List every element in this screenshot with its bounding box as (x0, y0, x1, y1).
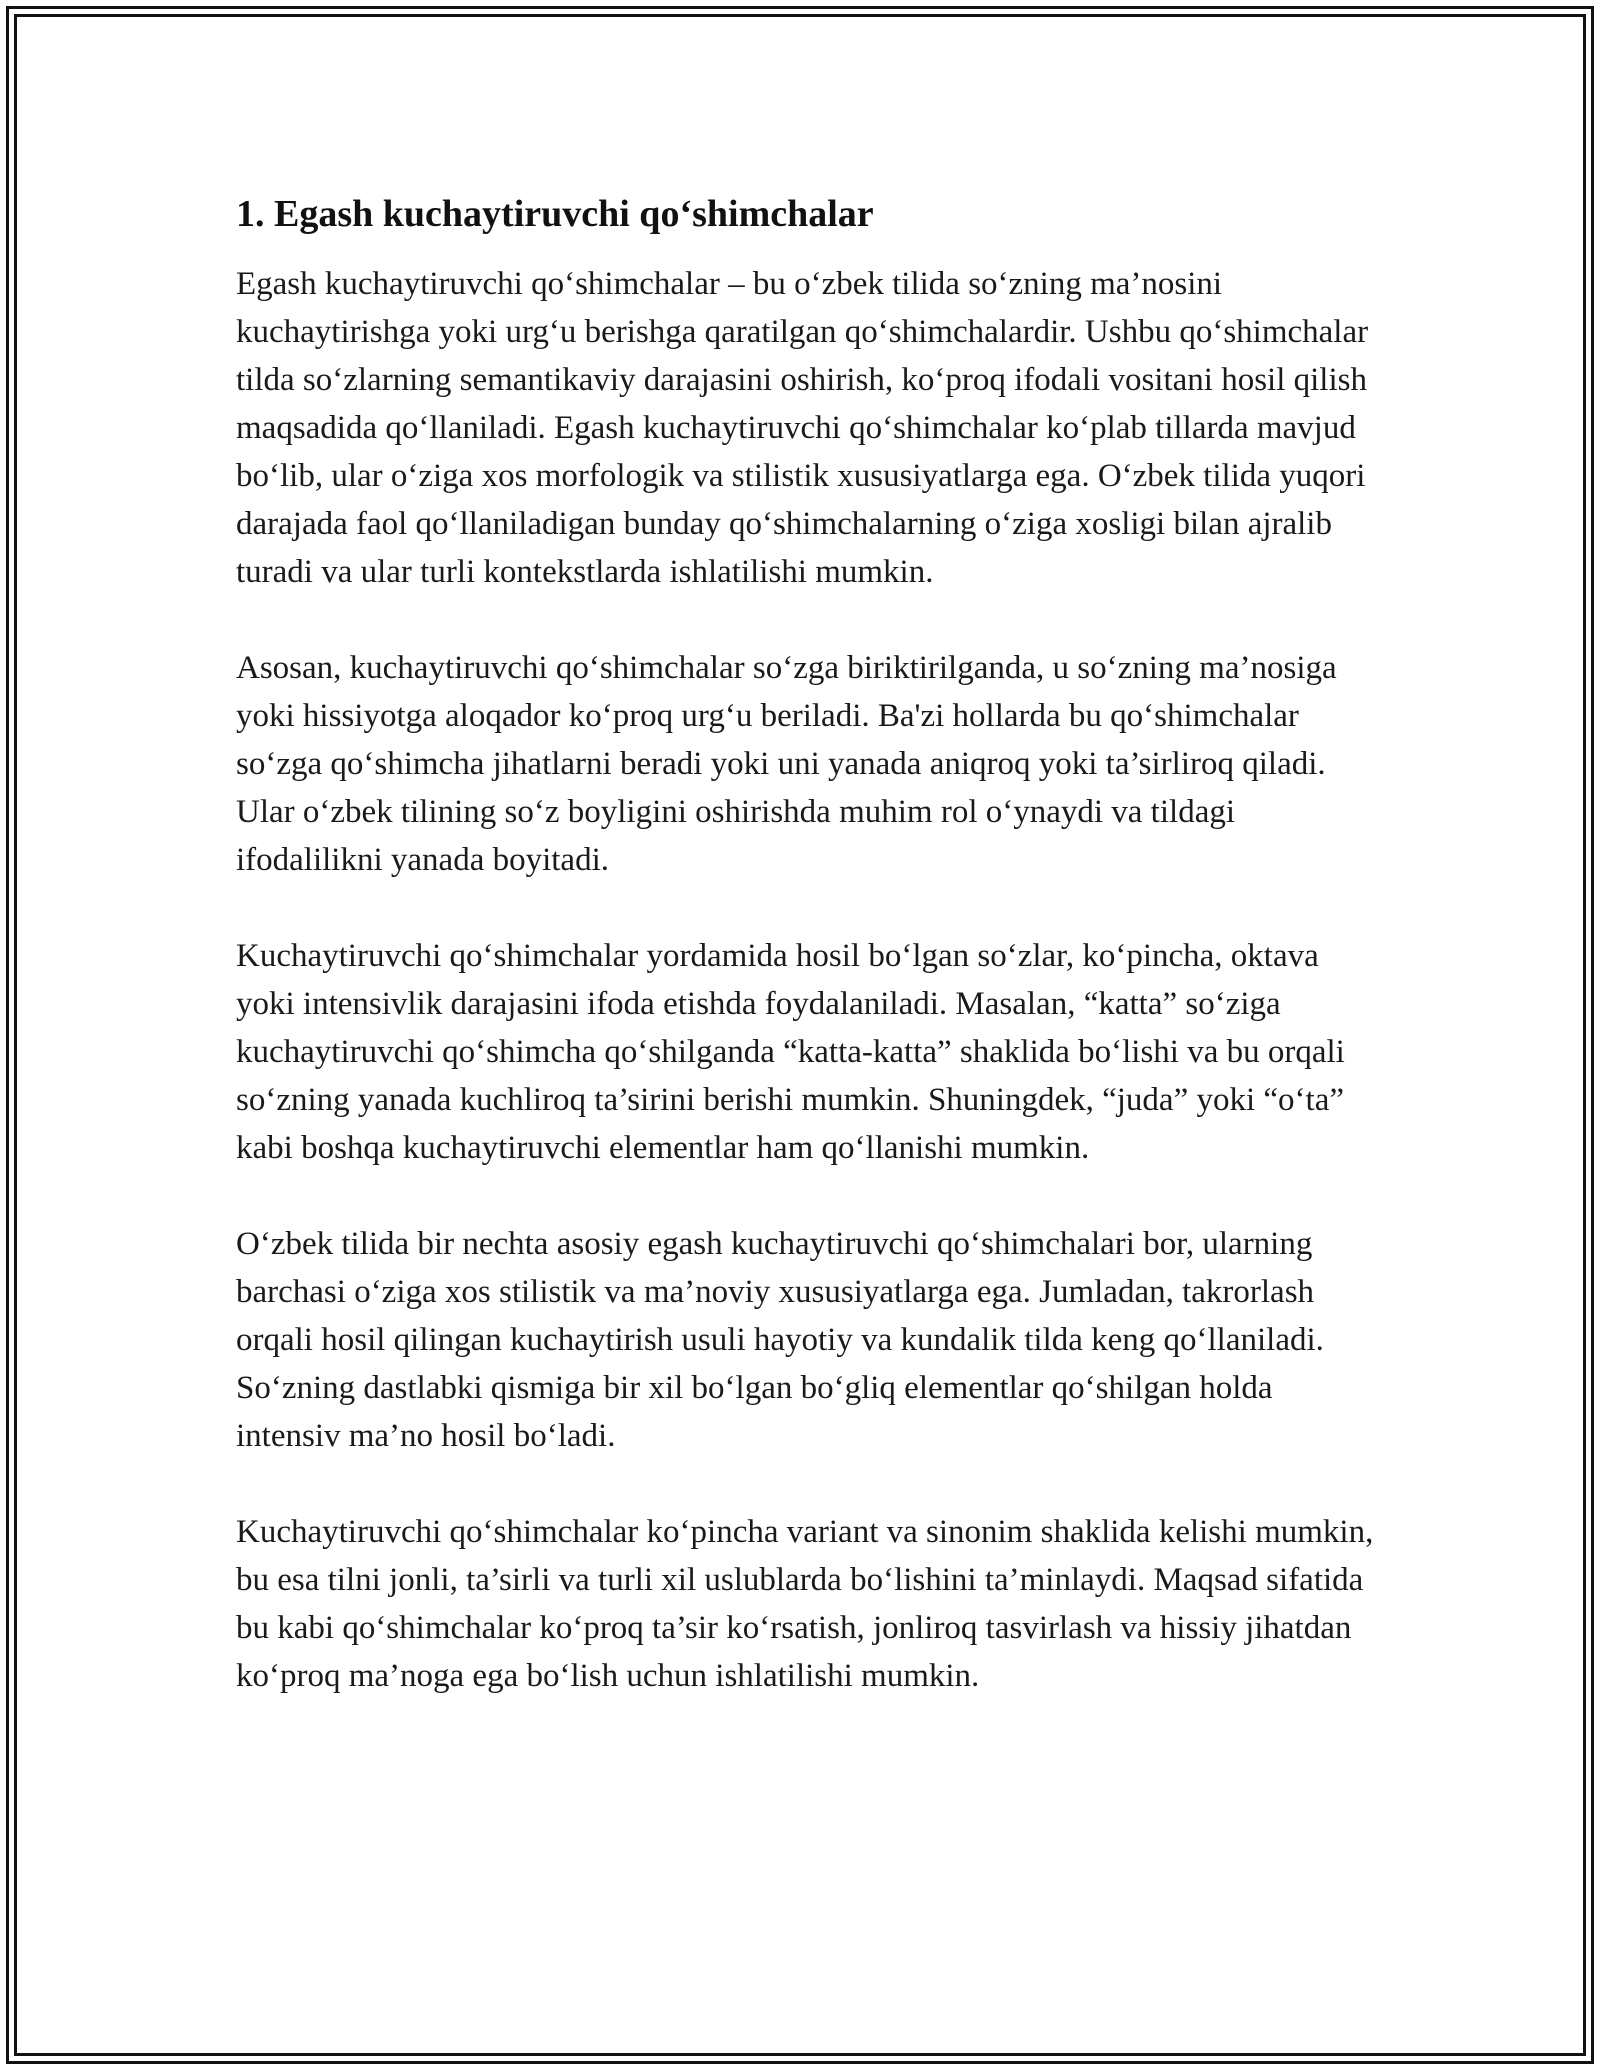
paragraph-1: Egash kuchaytiruvchi qo‘shimchalar – bu o‘zbek tilida so‘zning ma’nosini kuchaytirishga yoki urg‘u berishga qaratilgan qo‘shimchalardir. Ushbu qo‘shimchalar tilda so‘zlarning semantikaviy darajasini oshirish, ko‘proq ifodali vositani hosil qilish maqsadida qo‘llaniladi. Egash kuchaytiruvchi qo‘shimchalar ko‘plab tillarda mavjud bo‘lib, ular o‘ziga xos morfologik va stilistik xususiyatlarga ega. O‘zbek tilida yuqori darajada faol qo‘llaniladigan bunday qo‘shimchalarning o‘ziga xosligi bilan ajralib turadi va ular turli kontekstlarda ishlatilishi mumkin. (236, 266, 1369, 590)
paragraph-3: Kuchaytiruvchi qo‘shimchalar yordamida hosil bo‘lgan so‘zlar, ko‘pincha, oktava yoki intensivlik darajasini ifoda etishda foydalaniladi. Masalan, “katta” so‘ziga kuchaytiruvchi qo‘shimcha qo‘shilganda “katta-katta” shaklida bo‘lishi va bu orqali so‘zning yanada kuchliroq ta’sirini berishi mumkin. Shuningdek, “juda” yoki “o‘ta” kabi boshqa kuchaytiruvchi elementlar ham qo‘llanishi mumkin. (236, 938, 1345, 1166)
paragraph-4: O‘zbek tilida bir nechta asosiy egash kuchaytiruvchi qo‘shimchalari bor, ularning barchasi o‘ziga xos stilistik va ma’noviy xususiyatlarga ega. Jumladan, takrorlash orqali hosil qilingan kuchaytirish usuli hayotiy va kundalik tilda keng qo‘llaniladi. So‘zning dastlabki qismiga bir xil bo‘lgan bo‘gliq elementlar qo‘shilgan holda intensiv ma’no hosil bo‘ladi. (236, 1226, 1324, 1454)
paragraph-2: Asosan, kuchaytiruvchi qo‘shimchalar so‘zga biriktirilganda, u so‘zning ma’nosiga yoki hissiyotga aloqador ko‘proq urg‘u beriladi. Ba'zi hollarda bu qo‘shimchalar so‘zga qo‘shimcha jihatlarni beradi yoki uni yanada aniqroq yoki ta’sirliroq qiladi. Ular o‘zbek tilining so‘z boyligini oshirishda muhim rol o‘ynaydi va tildagi ifodalilikni yanada boyitadi. (236, 650, 1337, 878)
paragraph-5: Kuchaytiruvchi qo‘shimchalar ko‘pincha variant va sinonim shaklida kelishi mumkin, bu esa tilni jonli, ta’sirli va turli xil uslublarda bo‘lishini ta’minlaydi. Maqsad sifatida bu kabi qo‘shimchalar ko‘proq ta’sir ko‘rsatish, jonliroq tasvirlash va hissiy jihatdan ko‘proq ma’noga ega bo‘lish uchun ishlatilishi mumkin. (236, 1514, 1374, 1694)
document-body (236, 186, 1381, 1700)
section-heading: 1. Egash kuchaytiruvchi qo‘shimchalar (236, 193, 874, 235)
